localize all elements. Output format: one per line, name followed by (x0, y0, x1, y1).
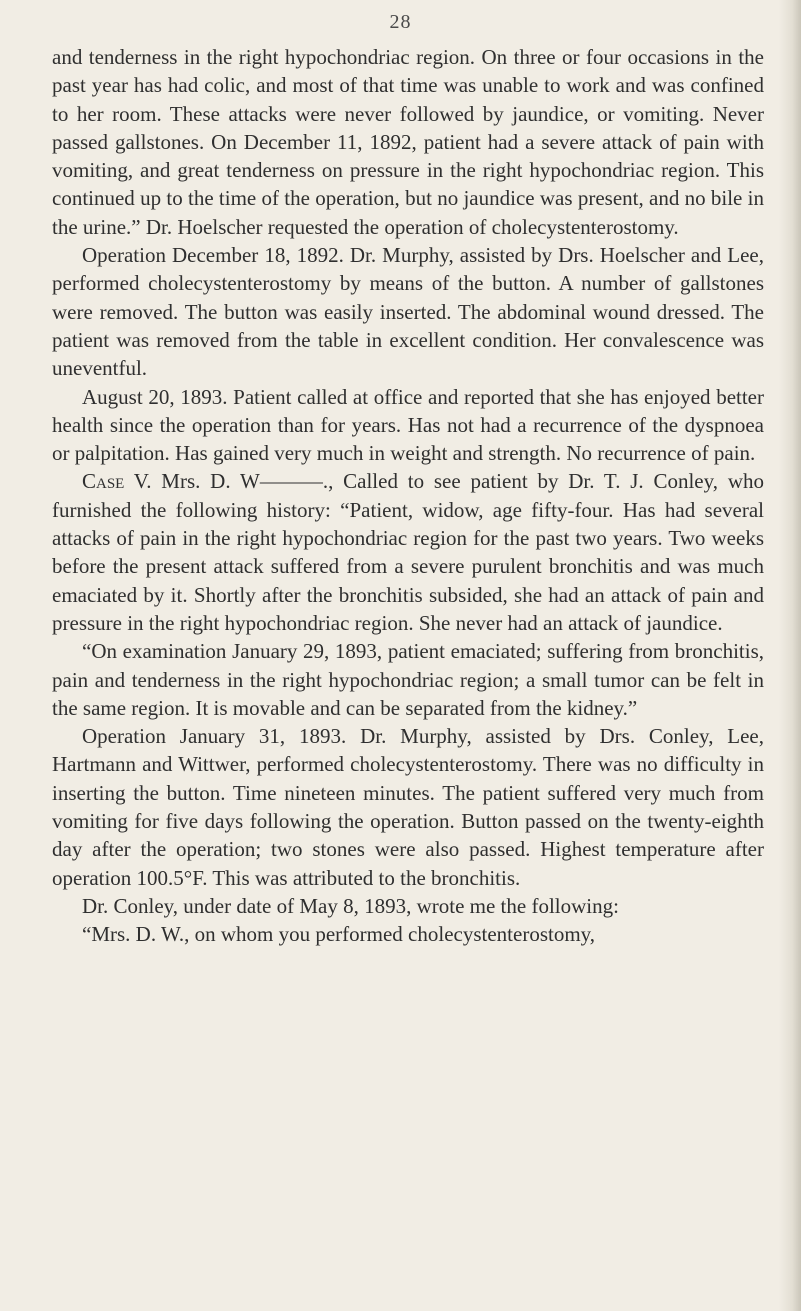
body-text (52, 43, 764, 949)
paragraph-1: and tenderness in the right hypochondriac region. On three or four occasions in the past year has had colic, and most of that time was unable to work and was confined to her room. These attacks were never followed by jaundice, or vomiting. Never passed gallstones. On December 11, 1892, patient had a severe attack of pain with vomiting, and great tenderness on pressure in the right hypochondriac region. This continued up to the time of the operation, but no jaundice was present, and no bile in the urine.” Dr. Hoelscher requested the operation of cholecystenterostomy. (52, 45, 764, 239)
paragraph-8: “Mrs. D. W., on whom you performed cholecystenterostomy, (82, 922, 596, 947)
paragraph-4-case (52, 467, 764, 637)
paragraph-2: Operation December 18, 1892. Dr. Murphy, assisted by Drs. Hoelscher and Lee, performed cholecystenterostomy by means of the button. A number of gallstones were removed. The button was easily inserted. The abdominal wound dressed. The patient was removed from the table in excellent condition. Her convalescence was uneventful. (52, 243, 764, 381)
page-edge-shadow (779, 0, 801, 1311)
paragraph-5: “On examination January 29, 1893, patient emaciated; suffering from bronchitis, pain and tenderness in the right hypochondriac region; a small tumor can be felt in the same region. It is movable and can be separated from the kidney.” (52, 639, 764, 720)
paragraph-3: August 20, 1893. Patient called at office and reported that she has enjoyed better health since the operation than for years. Has not had a recurrence of the dyspnoea or palpitation. Has gained very much in weight and strength. No recurrence of pain. (52, 384, 764, 466)
page-number: 28 (389, 11, 412, 33)
case-text: Mrs. D. W———., Called to see patient by Dr. T. J. Conley, who furnished the following history: “Patient, widow, age fifty-four. Has had several attacks of pain in the right hypochondriac region for the past two years. Two weeks before the present attack suffered from a severe purulent bronchitis and was much emaciated by it. Shortly after the bronchitis subsided, she had an attack of pain and pressure in the right hypochondriac region. She never had an attack of jaundice. (52, 469, 764, 635)
paragraph-6: Operation January 31, 1893. Dr. Murphy, assisted by Drs. Conley, Lee, Hartmann and Wittwer, performed cholecystenterostomy. There was no difficulty in inserting the button. Time nineteen minutes. The patient suffered very much from vomiting for five days following the operation. Button passed on the twenty-eighth day after the operation; two stones were also passed. Highest temperature after operation 100.5°F. This was attributed to the bronchitis. (52, 724, 764, 890)
case-label: Case V. (82, 469, 152, 494)
paragraph-7: Dr. Conley, under date of May 8, 1893, wrote me the following: (82, 893, 619, 918)
